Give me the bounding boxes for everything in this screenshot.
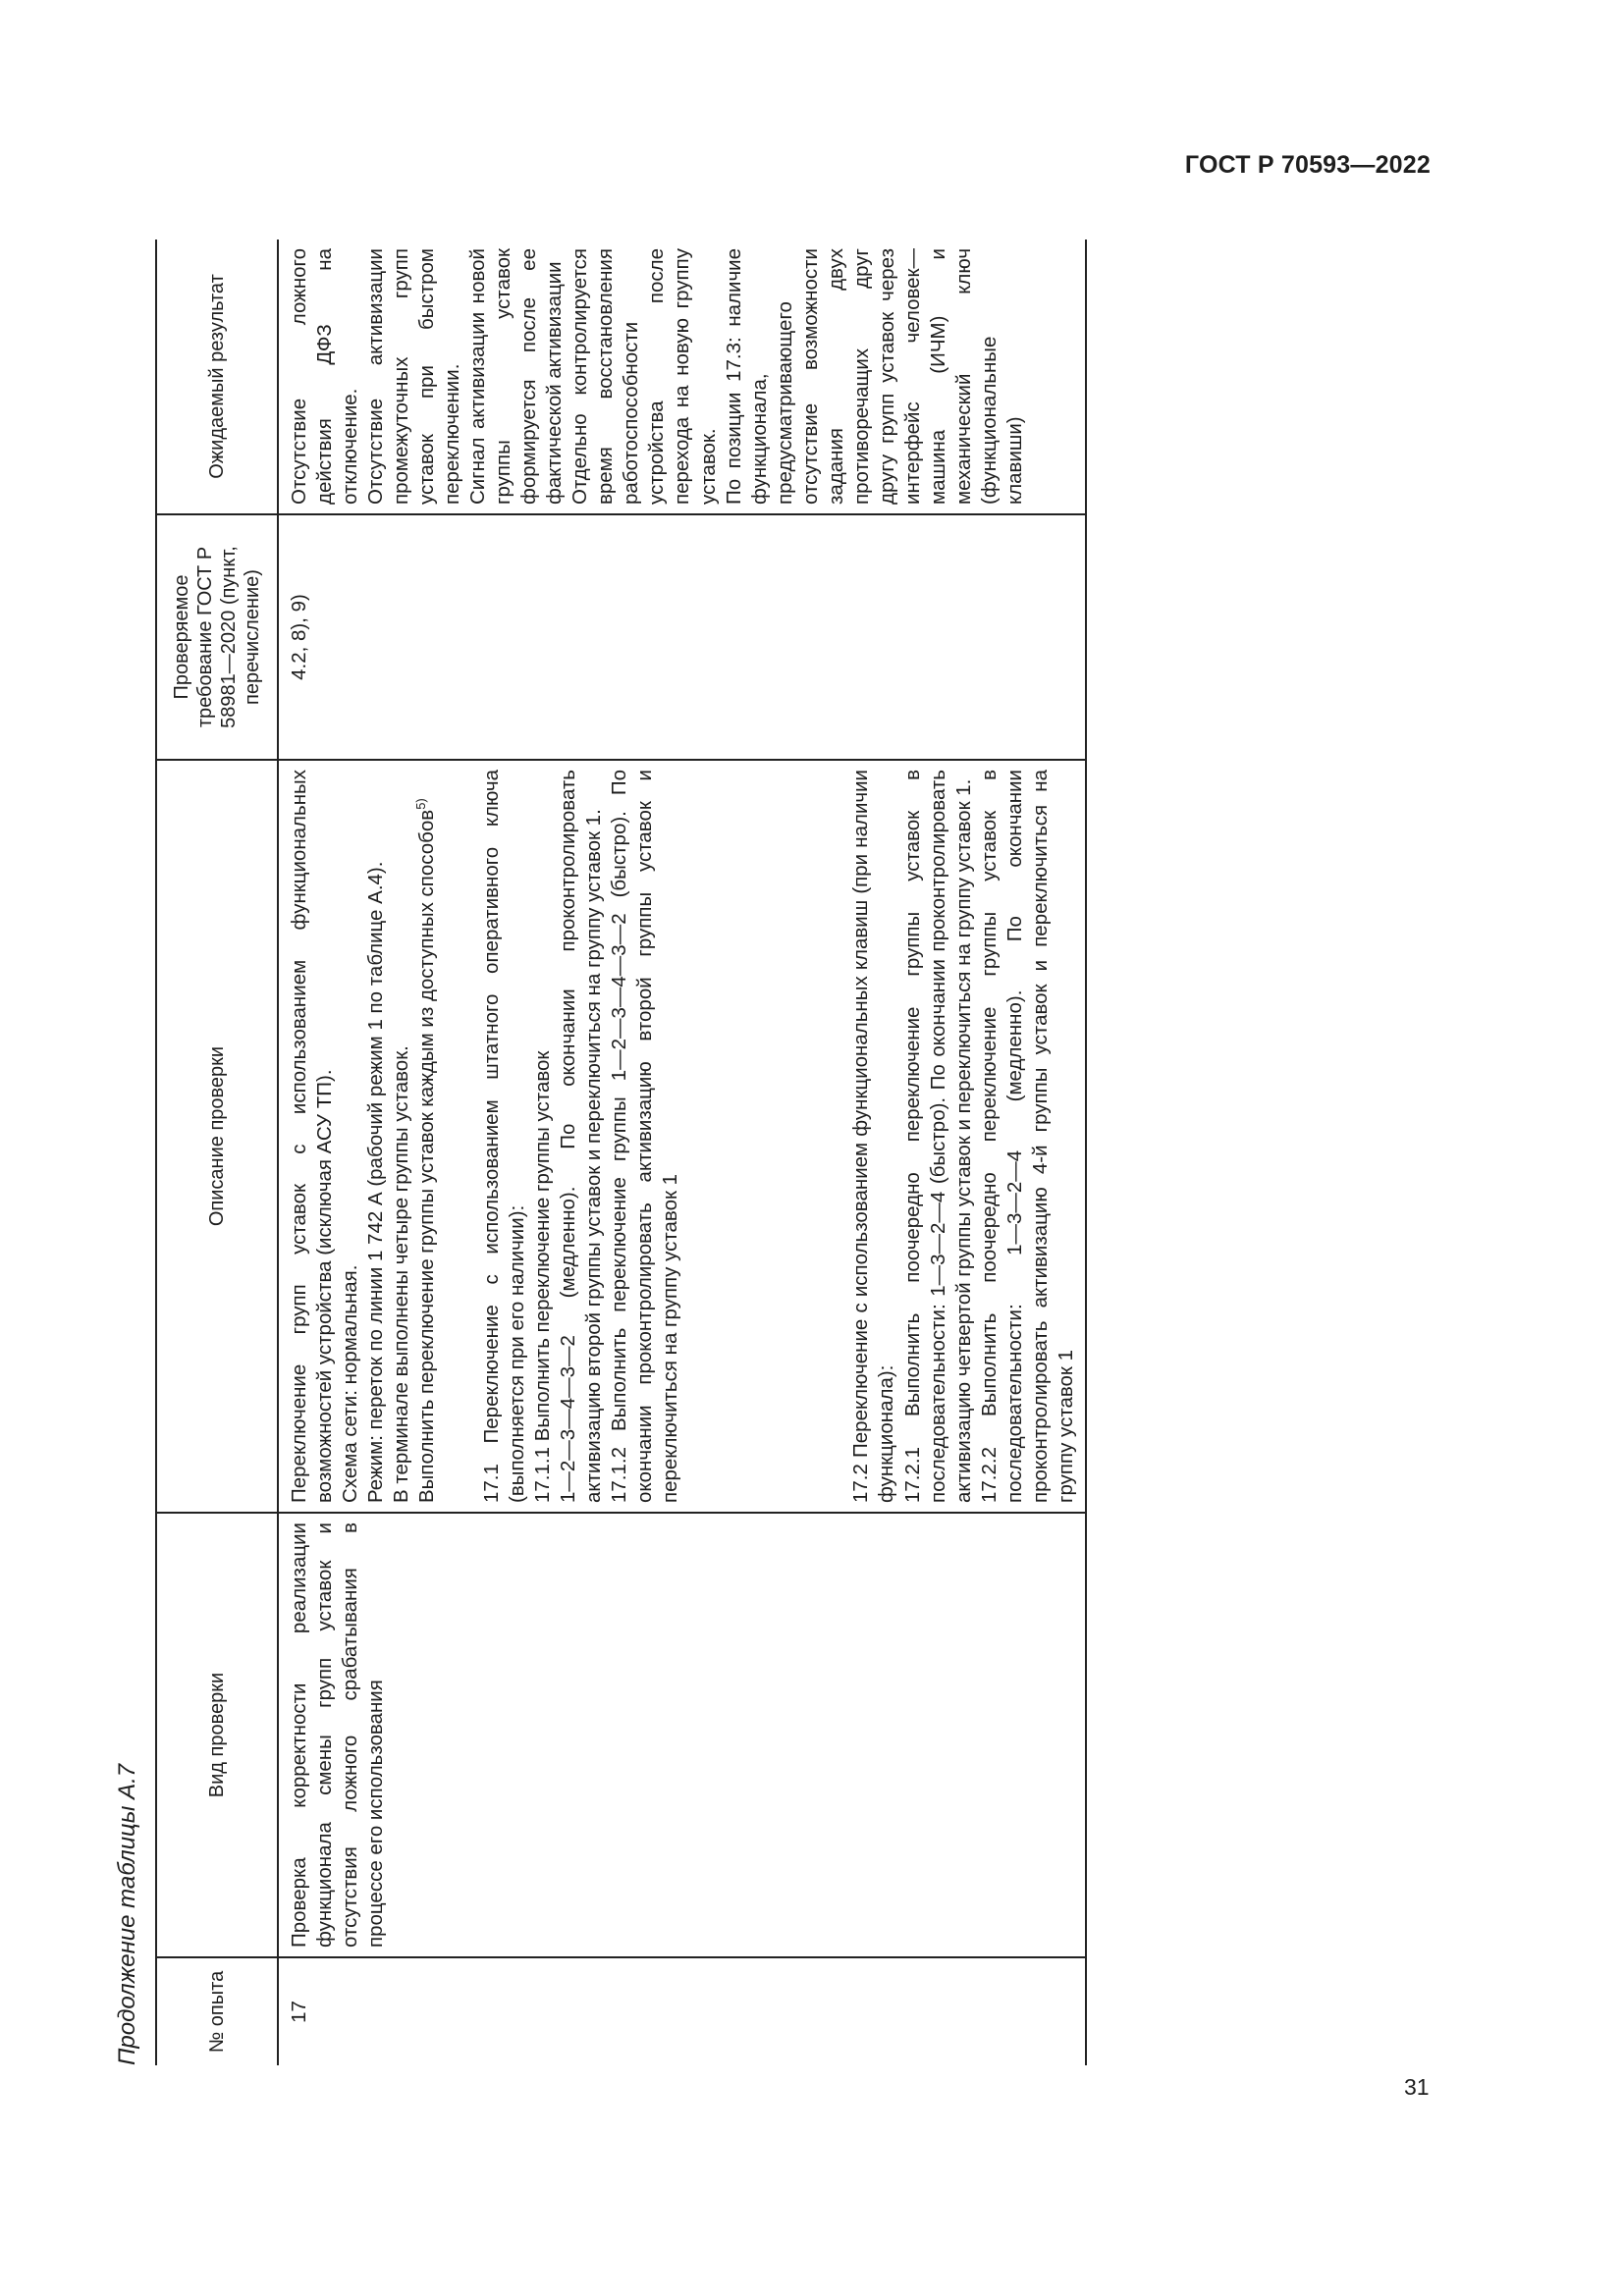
- desc-17-2-2: 17.2.2 Выполнить поочередно переключение группы уставок в последовательности: 1—3—2—4 (медленно). По окончании проконтролировать активизацию 4-й группы уставок и переключиться на группу уставок 1: [977, 770, 1077, 1503]
- col-header-description: Описание проверки: [156, 760, 278, 1513]
- expected-4: Отдельно контролируется время восстановления работоспособности устройства после перехода на новую группу уставок.: [568, 248, 720, 505]
- row-number: 17: [288, 2001, 310, 2023]
- desc-17-1: 17.1 Переключение с использованием штатного оперативного ключа (выполняется при его наличии):: [480, 770, 529, 1503]
- desc-17-1-1-seq: 1—2—3—4—3—2 (медленно). По окончании проконтролировать активизацию второй группы уставок и переключиться на группу уставок 1.: [557, 770, 606, 1503]
- footnote-mark: 5): [413, 798, 429, 810]
- check-type-cell: Проверка корректности реализации функционала смены групп уставок и отсутствия ложного срабатывания в процессе его использования: [278, 1513, 1086, 1957]
- col-header-number: № опыта: [156, 1957, 278, 2065]
- rotated-table-page: [108, 240, 1375, 2065]
- expected-5: По позиции 17.3: наличие функционала, предусматривающего отсутствие возможности задания двух противоречащих друг другу групп уставок через интерфейс человек—машина (ИЧМ) и механический ключ (функциональные клавиши): [722, 248, 1026, 505]
- page-number: 31: [1404, 2074, 1430, 2100]
- expected-3: Сигнал активизации новой группы уставок формируется после ее фактической активизации: [466, 248, 567, 505]
- requirement-cell: 4.2, 8), 9): [278, 514, 1086, 760]
- desc-17-1-1: 17.1.1 Выполнить переключение группы уставок: [531, 1050, 555, 1503]
- desc-intro-5: [414, 770, 440, 1503]
- expected-1: Отсутствие ложного действия ДФЗ на отключение.: [288, 248, 362, 505]
- table-row: [278, 240, 1086, 2065]
- desc-intro-4: В терминале выполнены четыре группы уставок.: [390, 1045, 413, 1503]
- desc-intro-3: Режим: переток по линии 1 742 А (рабочий режим 1 по таблице А.4).: [364, 861, 388, 1503]
- desc-17-2: 17.2 Переключение с использованием функциональных клавиш (при наличии функционала):: [849, 770, 898, 1503]
- table-header-row: [156, 240, 278, 2065]
- desc-intro-1: Переключение групп уставок с использованием функциональных возможностей устройства (исключая АСУ ТП).: [288, 770, 337, 1503]
- expected-cell: [278, 240, 1086, 514]
- col-header-requirement: Проверяемое требование ГОСТ Р 58981—2020 (пункт, перечисление): [156, 514, 278, 760]
- col-header-check-type: Вид проверки: [156, 1513, 278, 1957]
- desc-17-2-1: 17.2.1 Выполнить поочередно переключение группы уставок в последовательности: 1—3—2—4 (быстро). По окончании проконтролировать активизацию четвертой группы уставок и переключиться на группу уставок 1.: [900, 770, 975, 1503]
- desc-17-1-2: 17.1.2 Выполнить переключение группы 1—2—3—4—3—2 (быстро). По окончании проконтролировать активизацию второй группы уставок и переключиться на группу уставок 1: [608, 770, 682, 1503]
- desc-intro-5-text: Выполнить переключение группы уставок каждым из доступных способов: [415, 809, 439, 1503]
- spacer: [440, 770, 479, 1503]
- col-header-expected: Ожидаемый результат: [156, 240, 278, 514]
- table-caption: Продолжение таблицы А.7: [114, 1763, 140, 2065]
- desc-intro-2: Схема сети: нормальная.: [339, 1264, 362, 1503]
- description-cell: [278, 760, 1086, 1513]
- document-code: ГОСТ Р 70593—2022: [1184, 151, 1431, 179]
- spacer: [683, 770, 848, 1503]
- expected-2: Отсутствие активизации промежуточных групп уставок при быстром переключении.: [364, 248, 464, 505]
- checks-table: [155, 240, 1087, 2065]
